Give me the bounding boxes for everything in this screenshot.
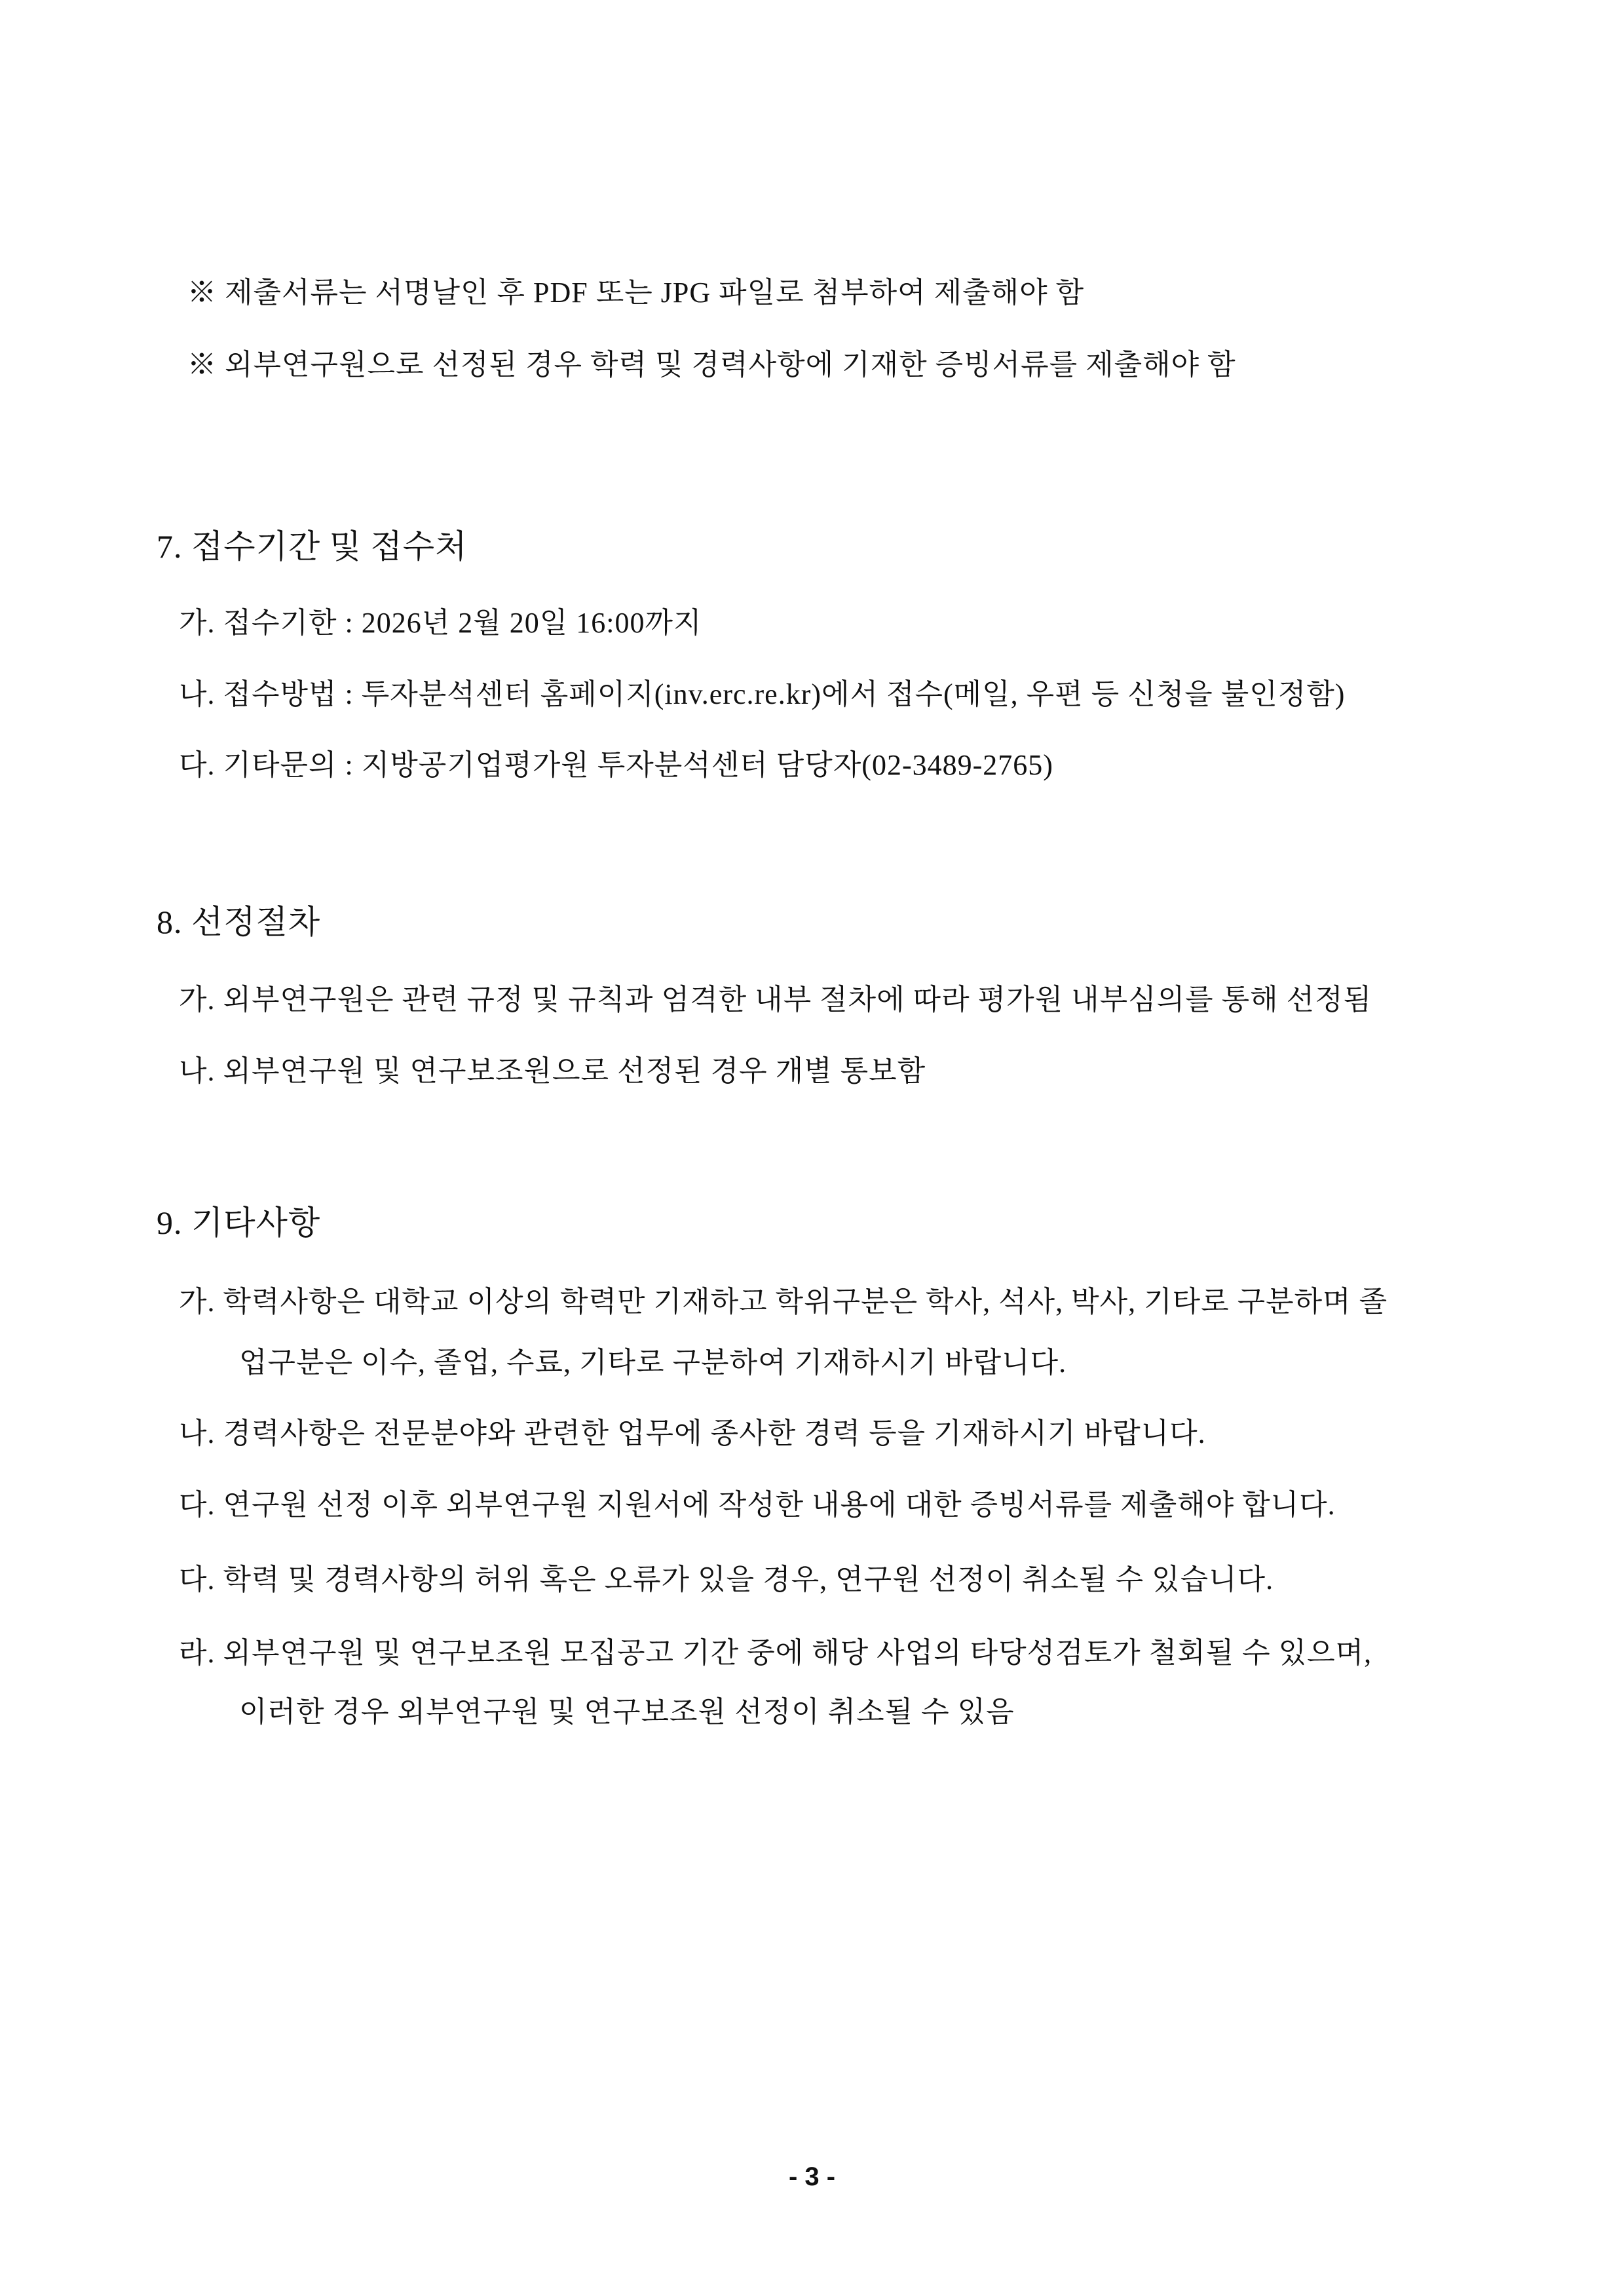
section-8-item: 가. 외부연구원은 관련 규정 및 규칙과 엄격한 내부 절차에 따라 평가원 내부심의를 통해 선정됨 [179, 984, 1372, 1016]
section-9-item: 다. 연구원 선정 이후 외부연구원 지원서에 작성한 내용에 대한 증빙서류를 제출해야 합니다. [179, 1489, 1336, 1521]
section-9-heading: 9. 기타사항 [157, 1204, 321, 1241]
section-9-item: 라. 외부연구원 및 연구보조원 모집공고 기간 중에 해당 사업의 타당성검토가 철회될 수 있으며, [179, 1637, 1372, 1669]
note-submission-format: ※ 제출서류는 서명날인 후 PDF 또는 JPG 파일로 첨부하여 제출해야 함 [187, 277, 1085, 309]
section-7-item-contact: 다. 기타문의 : 지방공기업평가원 투자분석센터 담당자(02-3489-2765) [179, 749, 1053, 781]
section-9-item: 다. 학력 및 경력사항의 허위 혹은 오류가 있을 경우, 연구원 선정이 취소될 수 있습니다. [179, 1563, 1274, 1596]
section-8-item: 나. 외부연구원 및 연구보조원으로 선정된 경우 개별 통보함 [179, 1055, 926, 1087]
page-number: - 3 - [788, 2162, 836, 2191]
section-7-item-deadline: 가. 접수기한 : 2026년 2월 20일 16:00까지 [179, 607, 702, 639]
section-7-item-method: 나. 접수방법 : 투자분석센터 홈페이지(inv.erc.re.kr)에서 접수(메일, 우편 등 신청을 불인정함) [179, 678, 1346, 710]
section-9-item-continuation: 업구분은 이수, 졸업, 수료, 기타로 구분하여 기재하시기 바랍니다. [239, 1347, 1067, 1379]
section-9-item: 나. 경력사항은 전문분야와 관련한 업무에 종사한 경력 등을 기재하시기 바랍니다. [179, 1417, 1206, 1449]
note-proof-documents: ※ 외부연구원으로 선정된 경우 학력 및 경력사항에 기재한 증빙서류를 제출해야 함 [187, 349, 1236, 381]
section-9-item: 가. 학력사항은 대학교 이상의 학력만 기재하고 학위구분은 학사, 석사, 박사, 기타로 구분하며 졸 [179, 1286, 1388, 1318]
section-7-heading: 7. 접수기간 및 접수처 [157, 528, 468, 565]
section-8-heading: 8. 선정절차 [157, 904, 321, 940]
section-9-item-continuation: 이러한 경우 외부연구원 및 연구보조원 선정이 취소될 수 있음 [239, 1696, 1015, 1728]
